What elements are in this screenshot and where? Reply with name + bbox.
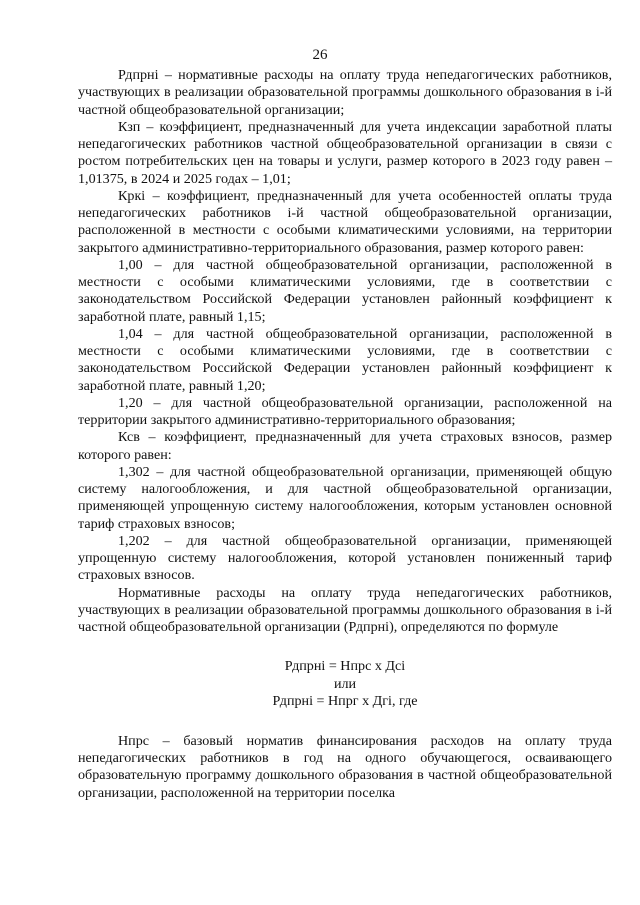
paragraph-formula-intro: Нормативные расходы на оплату труда непедагогических работников, участвующих в реализации образовательной программы дошкольного образования в i-й частной общеобразовательной организации (Рдпрнi), определяются по формуле <box>78 584 612 635</box>
document-body <box>78 67 612 802</box>
formula-line-2: Рдпрнi = Нпрг х Дгi, где <box>272 693 418 710</box>
paragraph-kzp-definition: Кзп – коэффициент, предназначенный для учета индексации заработной платы непедагогических работников частной общеобразовательной организации в связи с ростом потребительских цен на товары и услуги, размер которого в 2023 году равен – 1,01375, в 2024 и 2025 годах – 1,01; <box>78 118 612 187</box>
paragraph-ksv-value-1-302: 1,302 – для частной общеобразовательной организации, применяющей общую систему налогообложения, и для частной общеобразовательной организации, применяющей упрощенную систему налогообложения, которым установлен основной тариф страховых взносов; <box>78 463 612 532</box>
formula-line-1: Рдпрнi = Нпрс х Дсi <box>284 658 406 675</box>
paragraph-krk-definition: Кркi – коэффициент, предназначенный для учета особенностей оплаты труда непедагогических работников i-й частной общеобразовательной организации, расположенной в местности с особыми климатическими условиями, на территории закрытого административно-территориального образования, размер которого равен: <box>78 187 612 256</box>
paragraph-krk-value-1-00: 1,00 – для частной общеобразовательной организации, расположенной в местности с особыми климатическими условиями, где в соответствии с законодательством Российской Федерации установлен районный коэффициент к заработной плате, равный 1,15; <box>78 256 612 325</box>
paragraph-nprs-definition: Нпрс – базовый норматив финансирования расходов на оплату труда непедагогических работников в год на одного обучающегося, осваивающего образовательную программу дошкольного образования в частной общеобразовательной организации, расположенной на территории поселка <box>78 732 612 801</box>
formula-block <box>78 658 612 711</box>
paragraph-krk-value-1-04: 1,04 – для частной общеобразовательной организации, расположенной в местности с особыми климатическими условиями, где в соответствии с законодательством Российской Федерации установлен районный коэффициент к заработной плате, равный 1,20; <box>78 325 612 394</box>
paragraph-rdprn-definition: Рдпрнi – нормативные расходы на оплату труда непедагогических работников, участвующих в реализации образовательной программы дошкольного образования в i-й частной общеобразовательной организации; <box>78 67 612 118</box>
paragraph-ksv-definition: Ксв – коэффициент, предназначенный для учета страховых взносов, размер которого равен: <box>78 429 612 463</box>
paragraph-krk-value-1-20: 1,20 – для частной общеобразовательной организации, расположенной на территории закрытого административно-территориального образования; <box>78 394 612 428</box>
formula-line-or: или <box>333 675 357 692</box>
page-number: 26 <box>312 47 328 63</box>
paragraph-ksv-value-1-202: 1,202 – для частной общеобразовательной организации, применяющей упрощенную систему налогообложения, которой установлен пониженный тариф страховых взносов. <box>78 532 612 584</box>
